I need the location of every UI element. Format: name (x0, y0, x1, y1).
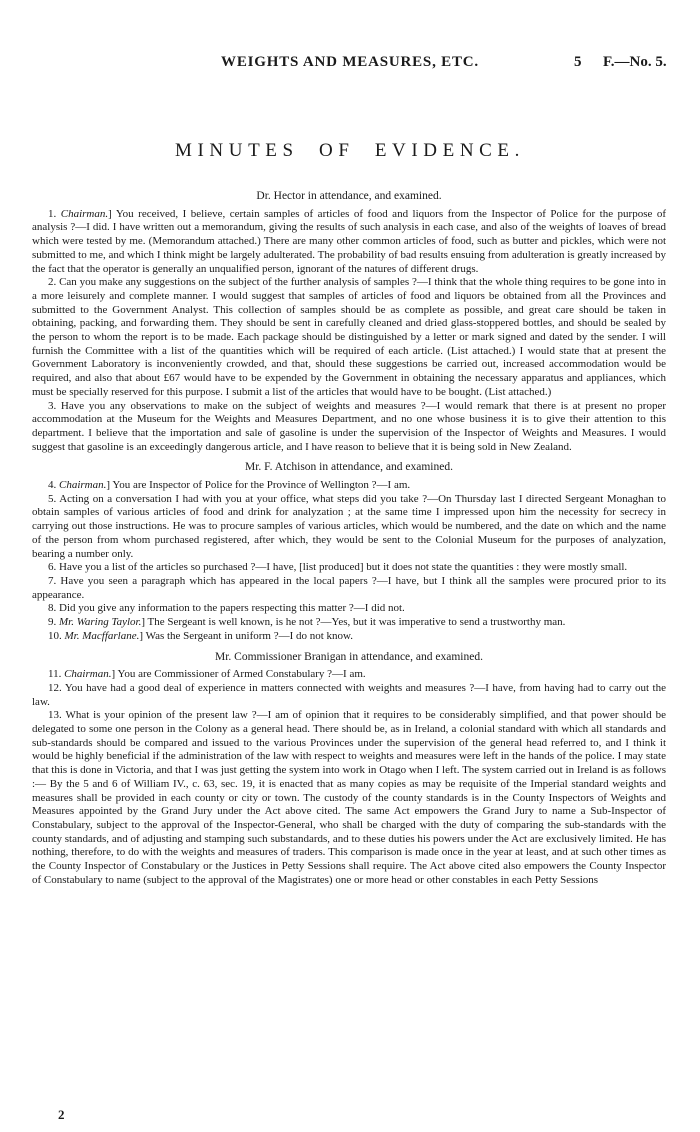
paragraph-text: ] Was the Sergeant in uniform ?—I do not know. (139, 629, 354, 642)
paragraph-text: ] The Sergeant is well known, is he not ?—Yes, but it was imperative to send a trustworthy man. (141, 616, 566, 629)
evidence-paragraph (32, 479, 666, 493)
question-number: 13. (48, 709, 62, 722)
evidence-paragraph (32, 575, 666, 602)
paragraph-text: Have you any observations to make on the subject of weights and measures ?—I would remark that there is at present no proper accommodation at the Museum for the Weights and Measures Department, and no one whose business it is to give their attention to this department. I believe that the importation and sale of gasoline is under the supervision of the Inspector of Weights and Measures. I would suggest that gasoline is an exceedingly dangerous article, and I have reason to believe that it is being sold in New Zealand. (32, 399, 667, 453)
question-number: 1. (48, 207, 57, 220)
paragraph-text: Did you give any information to the papers respecting this matter ?—I did not. (59, 602, 405, 615)
question-number: 10. (48, 629, 62, 642)
paragraph-text: Acting on a conversation I had with you at your office, what steps did you take ?—On Thursday last I directed Sergeant Monaghan to obtain samples of various articles of food and drink for analyzation ; at the same time I impressed upon him the necessity for secrecy in carrying out those instructions. He was to procure samples of various articles, which would be numbered, and the date on which and the name of the person from whom purchased registered, after which, they would be sent to the Colonial Museum for the purposes of analyzation, bearing a number only. (32, 492, 666, 560)
evidence-paragraph (32, 602, 666, 616)
page-number: 5 (574, 54, 582, 70)
page-header (0, 54, 700, 74)
paragraph-text: ] You are Commissioner of Armed Constabulary ?—I am. (111, 668, 366, 681)
evidence-paragraph (32, 276, 666, 399)
evidence-body (32, 190, 666, 887)
question-number: 11. (48, 668, 62, 681)
speaker-name: Chairman. (60, 207, 109, 220)
evidence-paragraph (32, 400, 666, 455)
question-number: 2. (48, 276, 57, 289)
paragraph-text: Have you seen a paragraph which has appeared in the local papers ?—I have, but I think all the samples were procured prior to its appearance. (32, 574, 667, 601)
paragraph-text: ] You received, I believe, certain samples of articles of food and liquors from the Inspector of Police for the purpose of analysis ?—I did. I have written out a memorandum, giving the results of such analysis in each case, and also of the weights of loaves of bread which were tested by me. (Memorandum attached.) There are many other common articles of food, such as butter and pickles, which were not submitted to me, and which I think might be largely adulterated. The probability of bad results ensuing from adulteration is greatly increased by the fact that the operator is generally an unqualified person, ignorant of the natures of different drugs. (32, 207, 667, 275)
witness-heading: Dr. Hector in attendance, and examined. (256, 190, 442, 202)
paragraph-text: Can you make any suggestions on the subject of the further analysis of samples ?—I think that the whole thing requires to be gone into in a more leisurely and complete manner. I would suggest that samples of articles of food and liquors be obtained from all the Provinces and submitted to the Government Analyst. This collection of samples should be as complete as possible, and great care should be taken in obtaining, packing, and forwarding them. They should be sent in carefully cleaned and dried glass-stoppered bottles, and should be sealed by the person to whom the report is to be made. Each package should be distinguished by a letter or mark signed and dated by the sender. I will furnish the Committee with a list of the quantities which will be required of each article. (List attached.) I would state that at present the Government Laboratory is inconveniently crowded, and that, should these suggestions be carried out, increased accommodation would be required, and also that about £67 would have to be expended by the Government in obtaining the necessary apparatus and appliances, which must be specially reserved for this purpose. I submit a list of the articles that would have to be bought. (List attached.) (32, 276, 666, 398)
speaker-name: Chairman. (64, 668, 112, 681)
witness-heading: Mr. Commissioner Branigan in attendance, and examined. (215, 650, 483, 663)
question-number: 3. (48, 399, 57, 412)
speaker-name: Mr. Waring Taylor. (59, 616, 142, 629)
question-number: 9. (48, 616, 57, 629)
paragraph-text: ] You are Inspector of Police for the Province of Wellington ?—I am. (106, 479, 411, 492)
evidence-paragraph (32, 630, 666, 644)
witness-heading: Mr. F. Atchison in attendance, and examined. (245, 461, 453, 474)
question-number: 7. (48, 574, 57, 587)
question-number: 12. (48, 681, 62, 694)
evidence-paragraph (32, 493, 666, 562)
evidence-paragraph (32, 208, 666, 277)
speaker-name: Chairman. (59, 479, 107, 492)
evidence-paragraph (32, 709, 666, 887)
page-title: MINUTES OF EVIDENCE. (175, 140, 525, 161)
paragraph-text: Have you a list of the articles so purchased ?—I have, [list produced] but it does not state the quantities : they were mostly small. (59, 561, 628, 574)
speaker-name: Mr. Macffarlane. (64, 629, 140, 642)
evidence-paragraph (32, 668, 666, 682)
question-number: 5. (48, 492, 57, 505)
evidence-paragraph (32, 616, 666, 630)
paper-reference: F.—No. 5. (603, 54, 667, 70)
evidence-paragraph (32, 682, 666, 709)
evidence-paragraph (32, 561, 666, 575)
question-number: 6. (48, 561, 57, 574)
signature-mark: 2 (58, 1107, 65, 1122)
running-title: WEIGHTS AND MEASURES, ETC. (221, 54, 479, 70)
paragraph-text: What is your opinion of the present law ?—I am of opinion that it requires to be considerably simplified, and that power should be delegated to some one person in the Colony as a general head. There should be, as in Ireland, a colonial standard with which all standards and sub-standards should be compared and issued to the various Provinces under the supervision of the general head referred to, and I think it would be highly beneficial if the administration of the law with respect to weights and measures were left in the hands of the police. I may state that this is done in Victoria, and that I was just getting the system into work in Otago when I left. The system carried out in Ireland is as follows :— By the 5 and 6 of William IV., c. 63, sec. 19, it is enacted that as many copies as may be requisite of the Imperial standard weights and measures shall be provided in each county or city or town. The custody of the county standards is in the County Inspectors of Weights and Measures appointed by the Grand Jury under the Act above cited. The same Act empowers the Grand Jury to name a Sub-Inspector of Constabulary, subject to the approval of the Inspector-General, who shall be charged with the duty of comparing the sub-standards with the county standards, and of adjusting and stamping such substandards, and to these duties his powers under the Act are exclusively limited. He has nothing, therefore, to do with the weights and measures of traders. This comparison is made once in the year at least, and at such other times as the County Inspector of Constabulary or the Justices in Petty Sessions shall require. The Act above cited also empowers the County Inspector of Constabulary to name (subject to the approval of the Magistrates) one or more head or other constables in each Petty Sessions (32, 709, 666, 886)
question-number: 4. (48, 479, 57, 492)
paragraph-text: You have had a good deal of experience in matters connected with weights and measures ?—I have, from having had to carry out the law. (32, 681, 666, 708)
question-number: 8. (48, 602, 57, 615)
